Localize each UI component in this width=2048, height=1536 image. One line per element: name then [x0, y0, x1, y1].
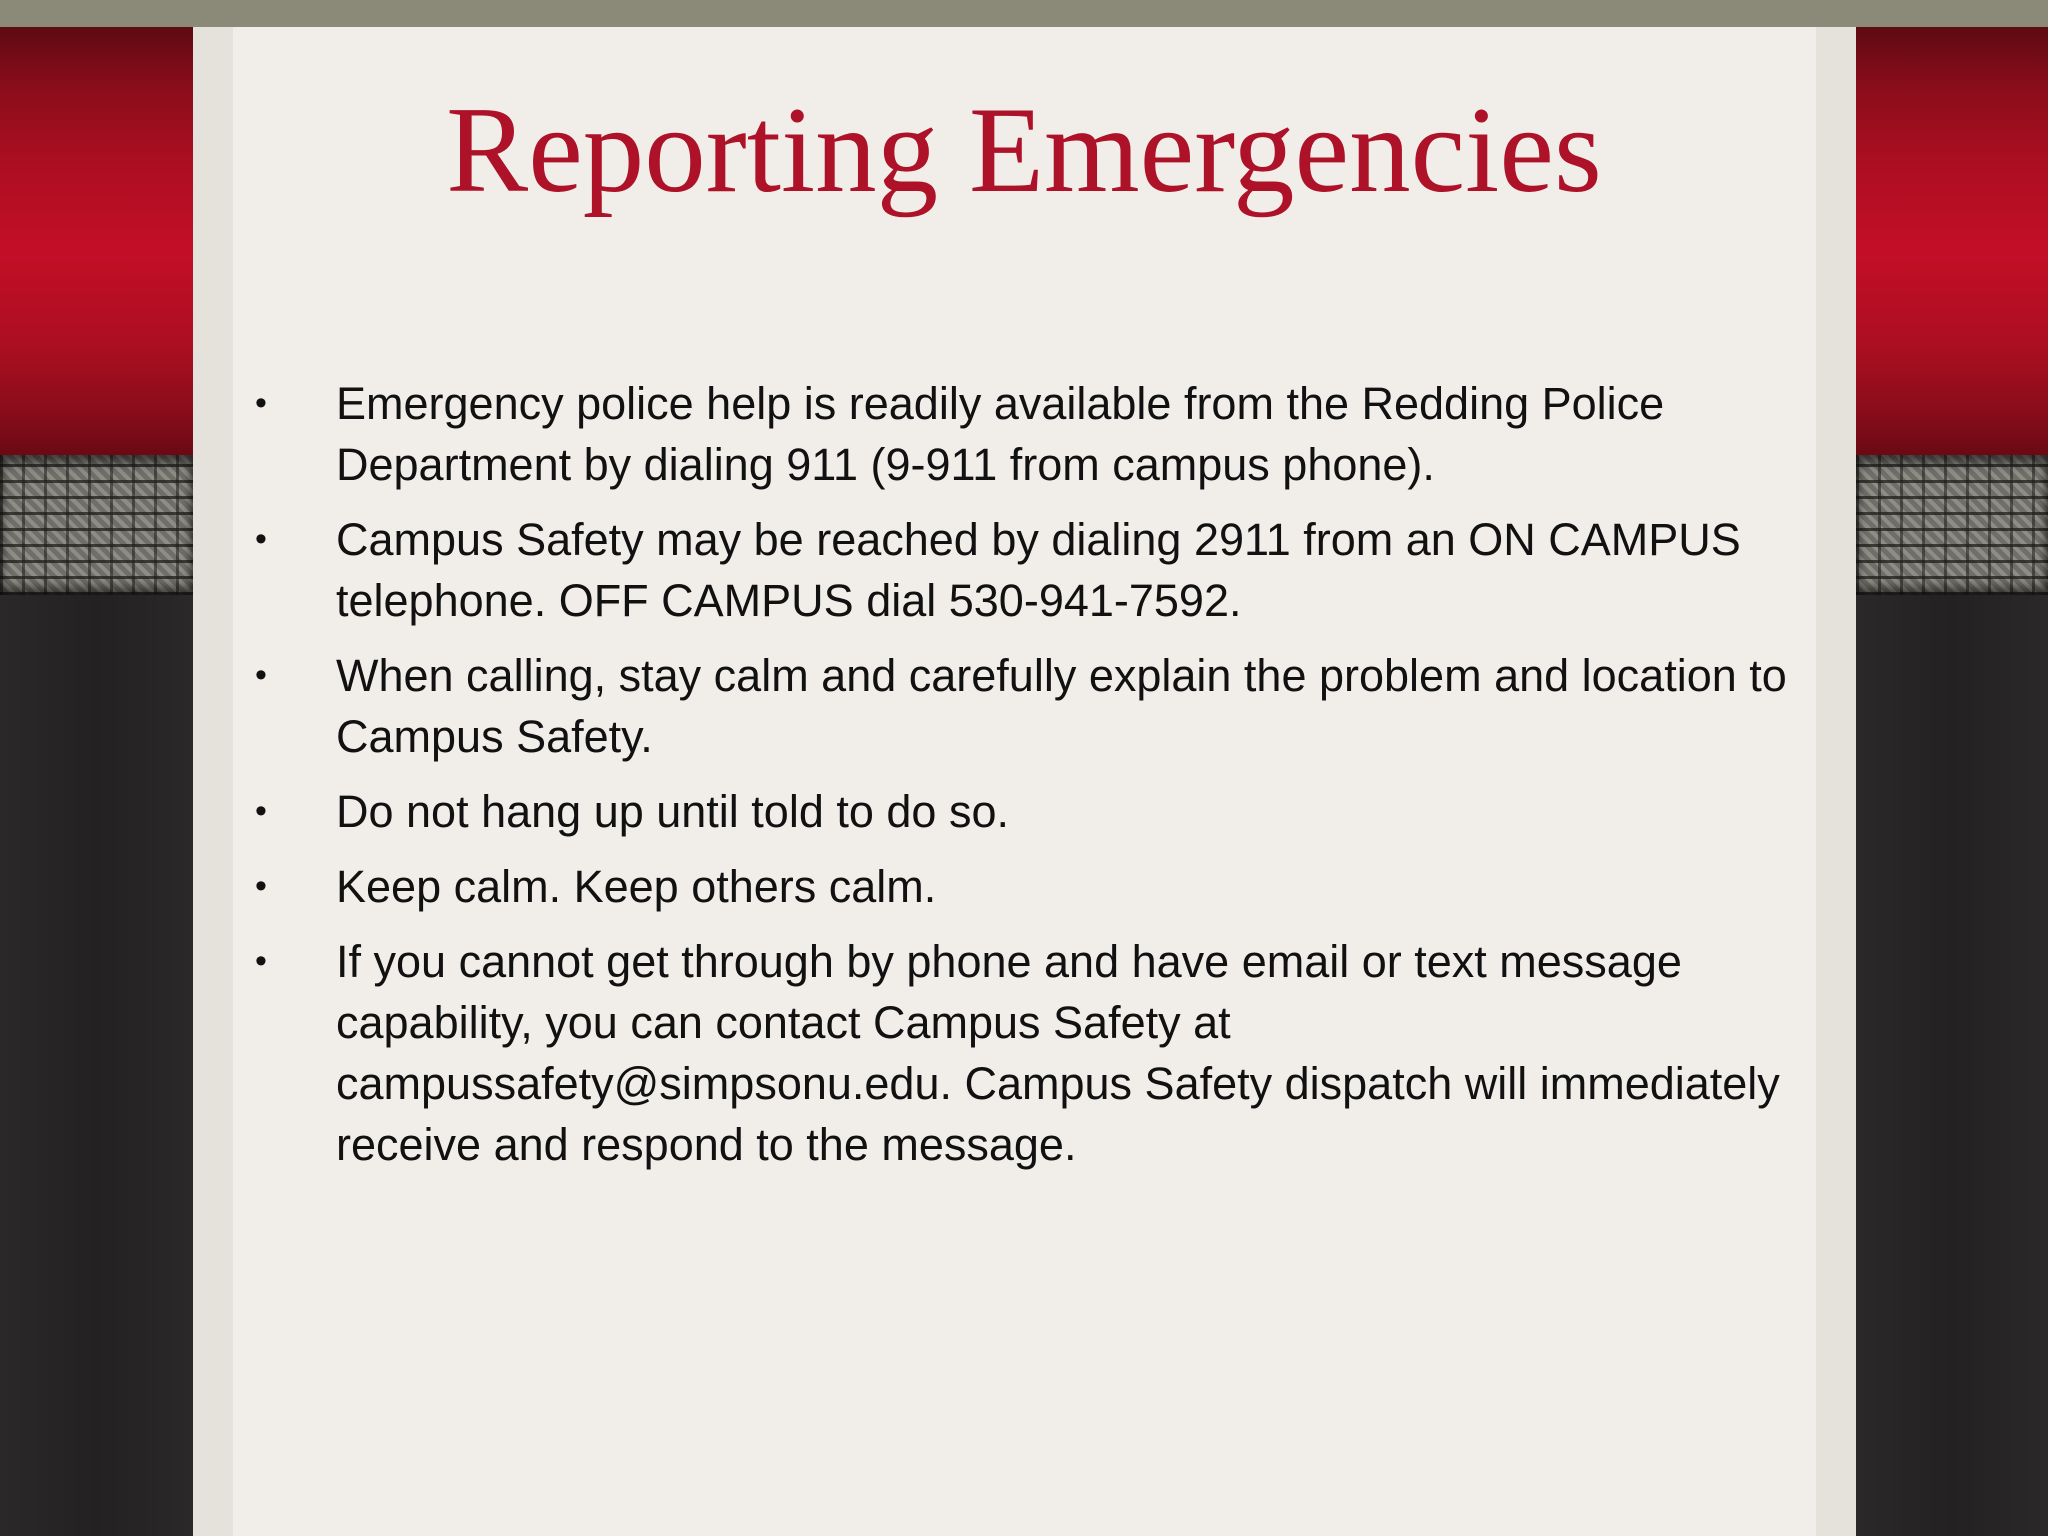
slide-title: Reporting Emergencies — [446, 81, 1602, 218]
dark-band — [1856, 595, 2048, 1536]
stone-texture-band — [0, 455, 193, 595]
bullet-item — [255, 373, 1815, 495]
left-decorative-border — [0, 27, 193, 1536]
bullet-item — [255, 856, 1815, 917]
bullet-text: Keep calm. Keep others calm. — [336, 861, 937, 912]
bullet-icon: • — [255, 520, 267, 558]
right-decorative-border — [1856, 27, 2048, 1536]
top-strip — [0, 0, 2048, 27]
bullet-icon: • — [255, 792, 267, 830]
stone-texture-band — [1856, 455, 2048, 595]
bullet-text: When calling, stay calm and carefully explain the problem and location to Campus Safety. — [336, 650, 1787, 762]
bullet-item — [255, 645, 1815, 767]
bullet-icon: • — [255, 384, 267, 422]
bullet-text: Emergency police help is readily available from the Redding Police Department by dialing 911 (9-911 from campus phone). — [336, 378, 1665, 490]
bullet-item — [255, 509, 1815, 631]
bullet-item — [255, 781, 1815, 842]
bullet-text: Do not hang up until told to do so. — [336, 786, 1009, 837]
bullet-icon: • — [255, 656, 267, 694]
bullet-text: If you cannot get through by phone and have email or text message capability, you can contact Campus Safety at campussafety@simpsonu.edu. Campus Safety dispatch will immediately receive and respond to the message. — [336, 936, 1780, 1170]
dark-band — [0, 595, 193, 1536]
bullet-text: Campus Safety may be reached by dialing 2911 from an ON CAMPUS telephone. OFF CAMPUS dial 530-941-7592. — [336, 514, 1741, 626]
bullet-icon: • — [255, 867, 267, 905]
bullet-item — [255, 931, 1815, 1175]
bullet-list — [255, 373, 1815, 1189]
bullet-icon: • — [255, 942, 267, 980]
